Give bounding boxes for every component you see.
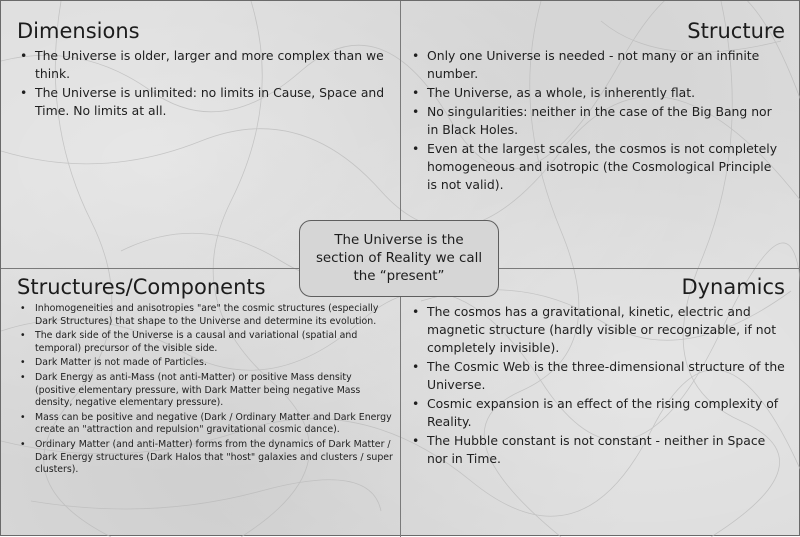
list-item: • The Universe, as a whole, is inherently flat. bbox=[409, 84, 785, 102]
structures-components-title: Structures/Components bbox=[17, 275, 266, 299]
center-concept-box bbox=[299, 220, 499, 297]
list-item: • Even at the largest scales, the cosmos is not completely homogeneous and isotropic (the Cosmological Principle is not valid). bbox=[409, 140, 785, 194]
structure-title: Structure bbox=[687, 19, 785, 43]
list-item: • Dark Matter is not made of Particles. bbox=[17, 357, 393, 370]
center-concept-text: The Universe is the section of Reality we call the “present” bbox=[315, 232, 483, 284]
list-item: • Cosmic expansion is an effect of the rising complexity of Reality. bbox=[409, 395, 785, 431]
dynamics-title: Dynamics bbox=[681, 275, 785, 299]
list-item: • The dark side of the Universe is a causal and variational (spatial and temporal) precursor of the visible side. bbox=[17, 330, 393, 355]
structure-list bbox=[409, 47, 785, 194]
list-item: • Mass can be positive and negative (Dark / Ordinary Matter and Dark Energy create an "attraction and repulsion" gravitational cosmic dance). bbox=[17, 412, 393, 437]
list-item: • Inhomogeneities and anisotropies "are" the cosmic structures (especially Dark Structures) that shape to the Universe and determine its evolution. bbox=[17, 303, 393, 328]
dimensions-quadrant bbox=[17, 17, 387, 121]
dynamics-list bbox=[409, 303, 785, 468]
list-item: • Ordinary Matter (and anti-Matter) forms from the dynamics of Dark Matter / Dark Energy structures (Dark Halos that "host" galaxies and clusters / super clusters). bbox=[17, 439, 393, 477]
structures-components-quadrant bbox=[17, 273, 393, 479]
list-item: • Only one Universe is needed - not many or an infinite number. bbox=[409, 47, 785, 83]
list-item: • Dark Energy as anti-Mass (not anti-Matter) or positive Mass density (positive elementary pressure, with Dark Matter being negative Mass density, negative elementary pressure). bbox=[17, 372, 393, 410]
dynamics-quadrant bbox=[409, 273, 785, 469]
dimensions-title: Dimensions bbox=[17, 19, 140, 43]
list-item: • The Cosmic Web is the three-dimensional structure of the Universe. bbox=[409, 358, 785, 394]
structures-components-list bbox=[17, 303, 393, 477]
list-item: • No singularities: neither in the case of the Big Bang nor in Black Holes. bbox=[409, 103, 785, 139]
list-item: • The Hubble constant is not constant - neither in Space nor in Time. bbox=[409, 432, 785, 468]
structure-quadrant bbox=[409, 17, 785, 195]
dimensions-list bbox=[17, 47, 387, 120]
list-item: • The cosmos has a gravitational, kinetic, electric and magnetic structure (hardly visible or recognizable, if not completely invisible). bbox=[409, 303, 785, 357]
list-item: • The Universe is unlimited: no limits in Cause, Space and Time. No limits at all. bbox=[17, 84, 387, 120]
list-item: • The Universe is older, larger and more complex than we think. bbox=[17, 47, 387, 83]
